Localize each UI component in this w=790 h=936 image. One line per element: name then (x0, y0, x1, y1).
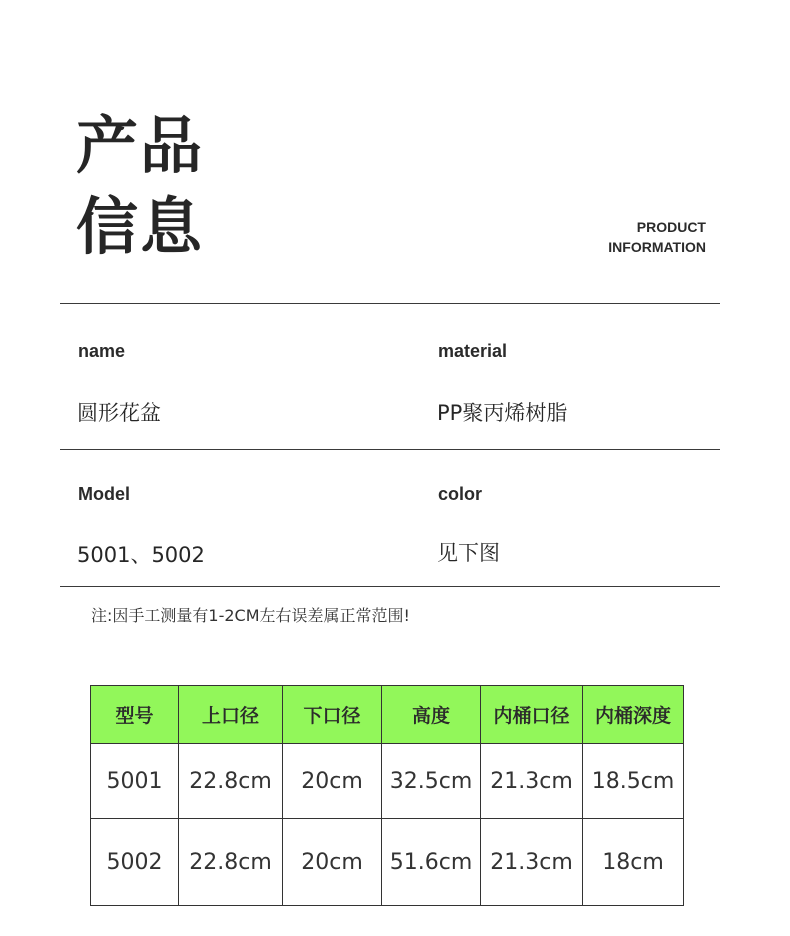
table-cell: 18cm (583, 819, 684, 906)
model-label: Model (78, 484, 130, 504)
page-title-line-2: 信息 (76, 190, 205, 263)
col-header-bottom-diameter: 下口径 (283, 686, 382, 744)
material-value: PP聚丙烯树脂 (437, 401, 568, 425)
divider-top (60, 303, 720, 304)
col-header-model: 型号 (91, 686, 179, 744)
table-cell: 51.6cm (382, 819, 481, 906)
table-cell: 22.8cm (179, 819, 283, 906)
divider-bottom (60, 586, 720, 587)
spec-table-header (91, 686, 684, 744)
col-header-inner-diameter: 内桶口径 (481, 686, 583, 744)
name-label: name (78, 341, 126, 361)
col-header-height: 高度 (382, 686, 481, 744)
table-cell: 5001 (91, 744, 179, 819)
spec-table (90, 685, 684, 906)
color-label: color (438, 484, 483, 504)
table-cell: 21.3cm (481, 819, 583, 906)
material-label: material (438, 341, 508, 361)
table-cell: 32.5cm (382, 744, 481, 819)
color-value: 见下图 (437, 541, 500, 565)
page-subtitle-line-1: PRODUCT (636, 219, 706, 235)
table-cell: 18.5cm (583, 744, 684, 819)
table-cell: 20cm (283, 819, 382, 906)
page-title-line-1: 产品 (76, 109, 205, 182)
divider-middle (60, 449, 720, 450)
table-row (91, 819, 684, 906)
col-header-inner-depth: 内桶深度 (583, 686, 684, 744)
table-cell: 22.8cm (179, 744, 283, 819)
page-subtitle-line-2: INFORMATION (608, 239, 706, 255)
name-value: 圆形花盆 (77, 401, 161, 425)
measurement-note: 注:因手工测量有1-2CM左右误差属正常范围! (91, 606, 410, 625)
table-cell: 5002 (91, 819, 179, 906)
table-row (91, 744, 684, 819)
model-value: 5001、5002 (77, 543, 205, 567)
col-header-top-diameter: 上口径 (179, 686, 283, 744)
table-cell: 21.3cm (481, 744, 583, 819)
table-cell: 20cm (283, 744, 382, 819)
